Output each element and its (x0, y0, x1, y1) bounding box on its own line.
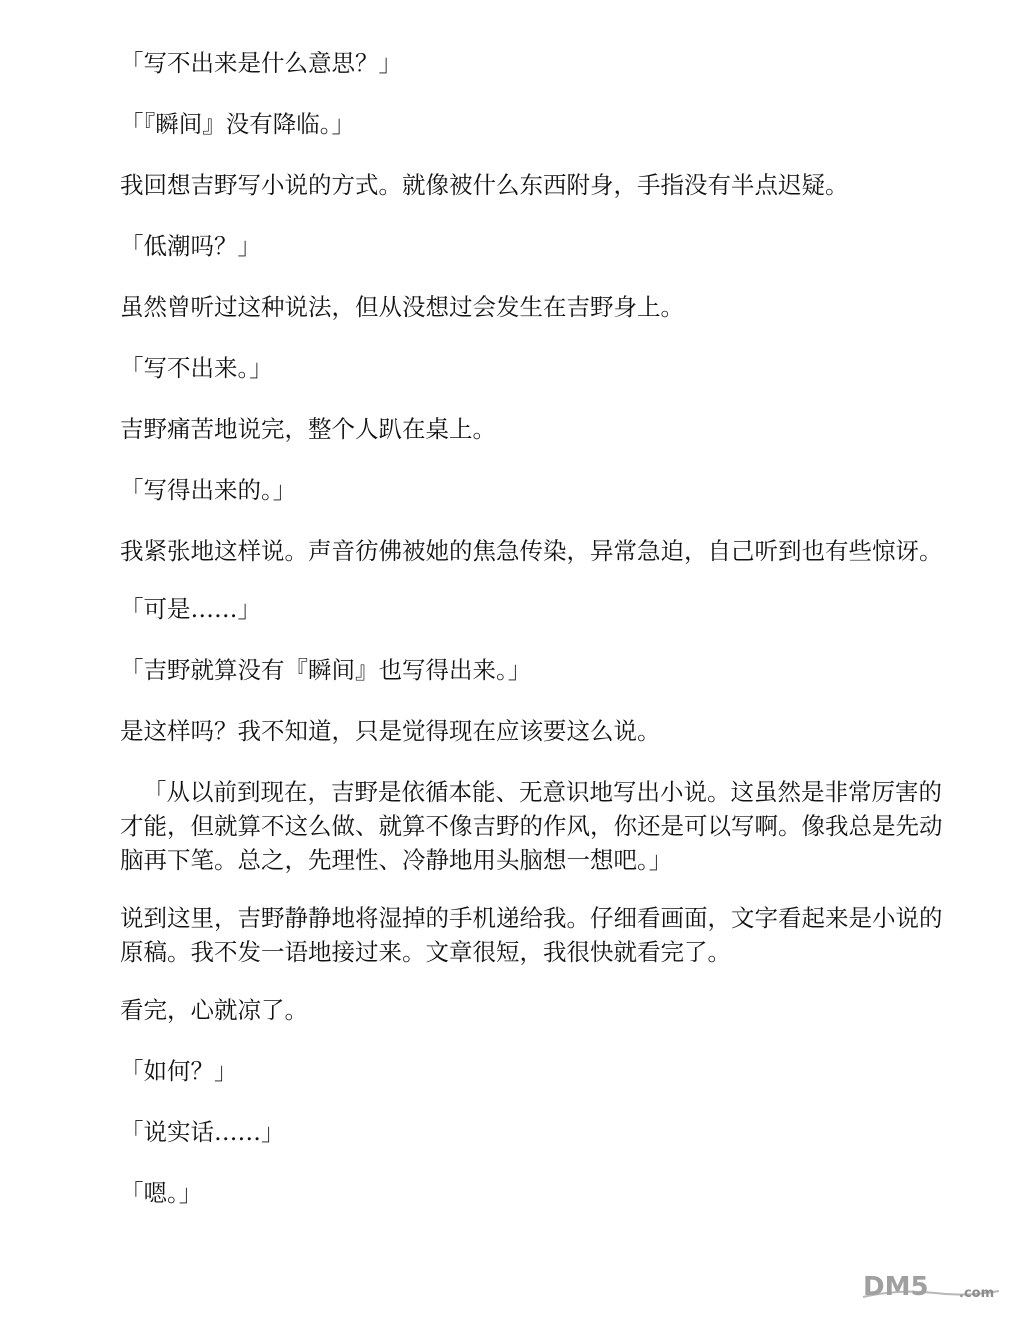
paragraph-14: 说到这里，吉野静静地将湿掉的手机递给我。仔细看画面，文字看起来是小说的原稿。我不发一语地接过来。文章很短，我很快就看完了。 (120, 904, 943, 966)
paragraph-12: 是这样吗？我不知道，只是觉得现在应该要这么说。 (120, 717, 661, 745)
watermark-logo-text: DM5 (863, 1272, 929, 1302)
paragraph-17: 「说实话……」 (120, 1118, 285, 1146)
body-text (120, 46, 950, 1237)
paragraph-2: 「『瞬间』没有降临。」 (120, 110, 355, 138)
paragraph-11: 「吉野就算没有『瞬间』也写得出来。」 (120, 656, 532, 684)
paragraph-5: 虽然曾听过这种说法，但从没想过会发生在吉野身上。 (120, 293, 684, 321)
paragraph-10: 「可是……」 (120, 595, 261, 623)
paragraph-6: 「写不出来。」 (120, 354, 273, 382)
paragraph-8: 「写得出来的。」 (120, 476, 297, 504)
paragraph-4: 「低潮吗？」 (120, 232, 261, 260)
paragraph-1: 「写不出来是什么意思？」 (120, 49, 402, 77)
paragraph-7: 吉野痛苦地说完，整个人趴在桌上。 (120, 415, 496, 443)
watermark-domain-text: .com (959, 1286, 995, 1301)
paragraph-16: 「如何？」 (120, 1057, 238, 1085)
paragraph-3: 我回想吉野写小说的方式。就像被什么东西附身，手指没有半点迟疑。 (120, 171, 849, 199)
dm5-watermark-logo (857, 1267, 1007, 1307)
paragraph-18: 「嗯。」 (120, 1179, 203, 1207)
paragraph-9: 我紧张地这样说。声音彷佛被她的焦急传染，异常急迫，自己听到也有些惊讶。 (120, 537, 943, 565)
paragraph-13: 「从以前到现在，吉野是依循本能、无意识地写出小说。这虽然是非常厉害的才能，但就算不这么做、就算不像吉野的作风，你还是可以写啊。像我总是先动脑再下笔。总之，先理性、冷静地用头脑想一想吧。」 (120, 778, 943, 874)
paragraph-15: 看完，心就凉了。 (120, 996, 308, 1024)
